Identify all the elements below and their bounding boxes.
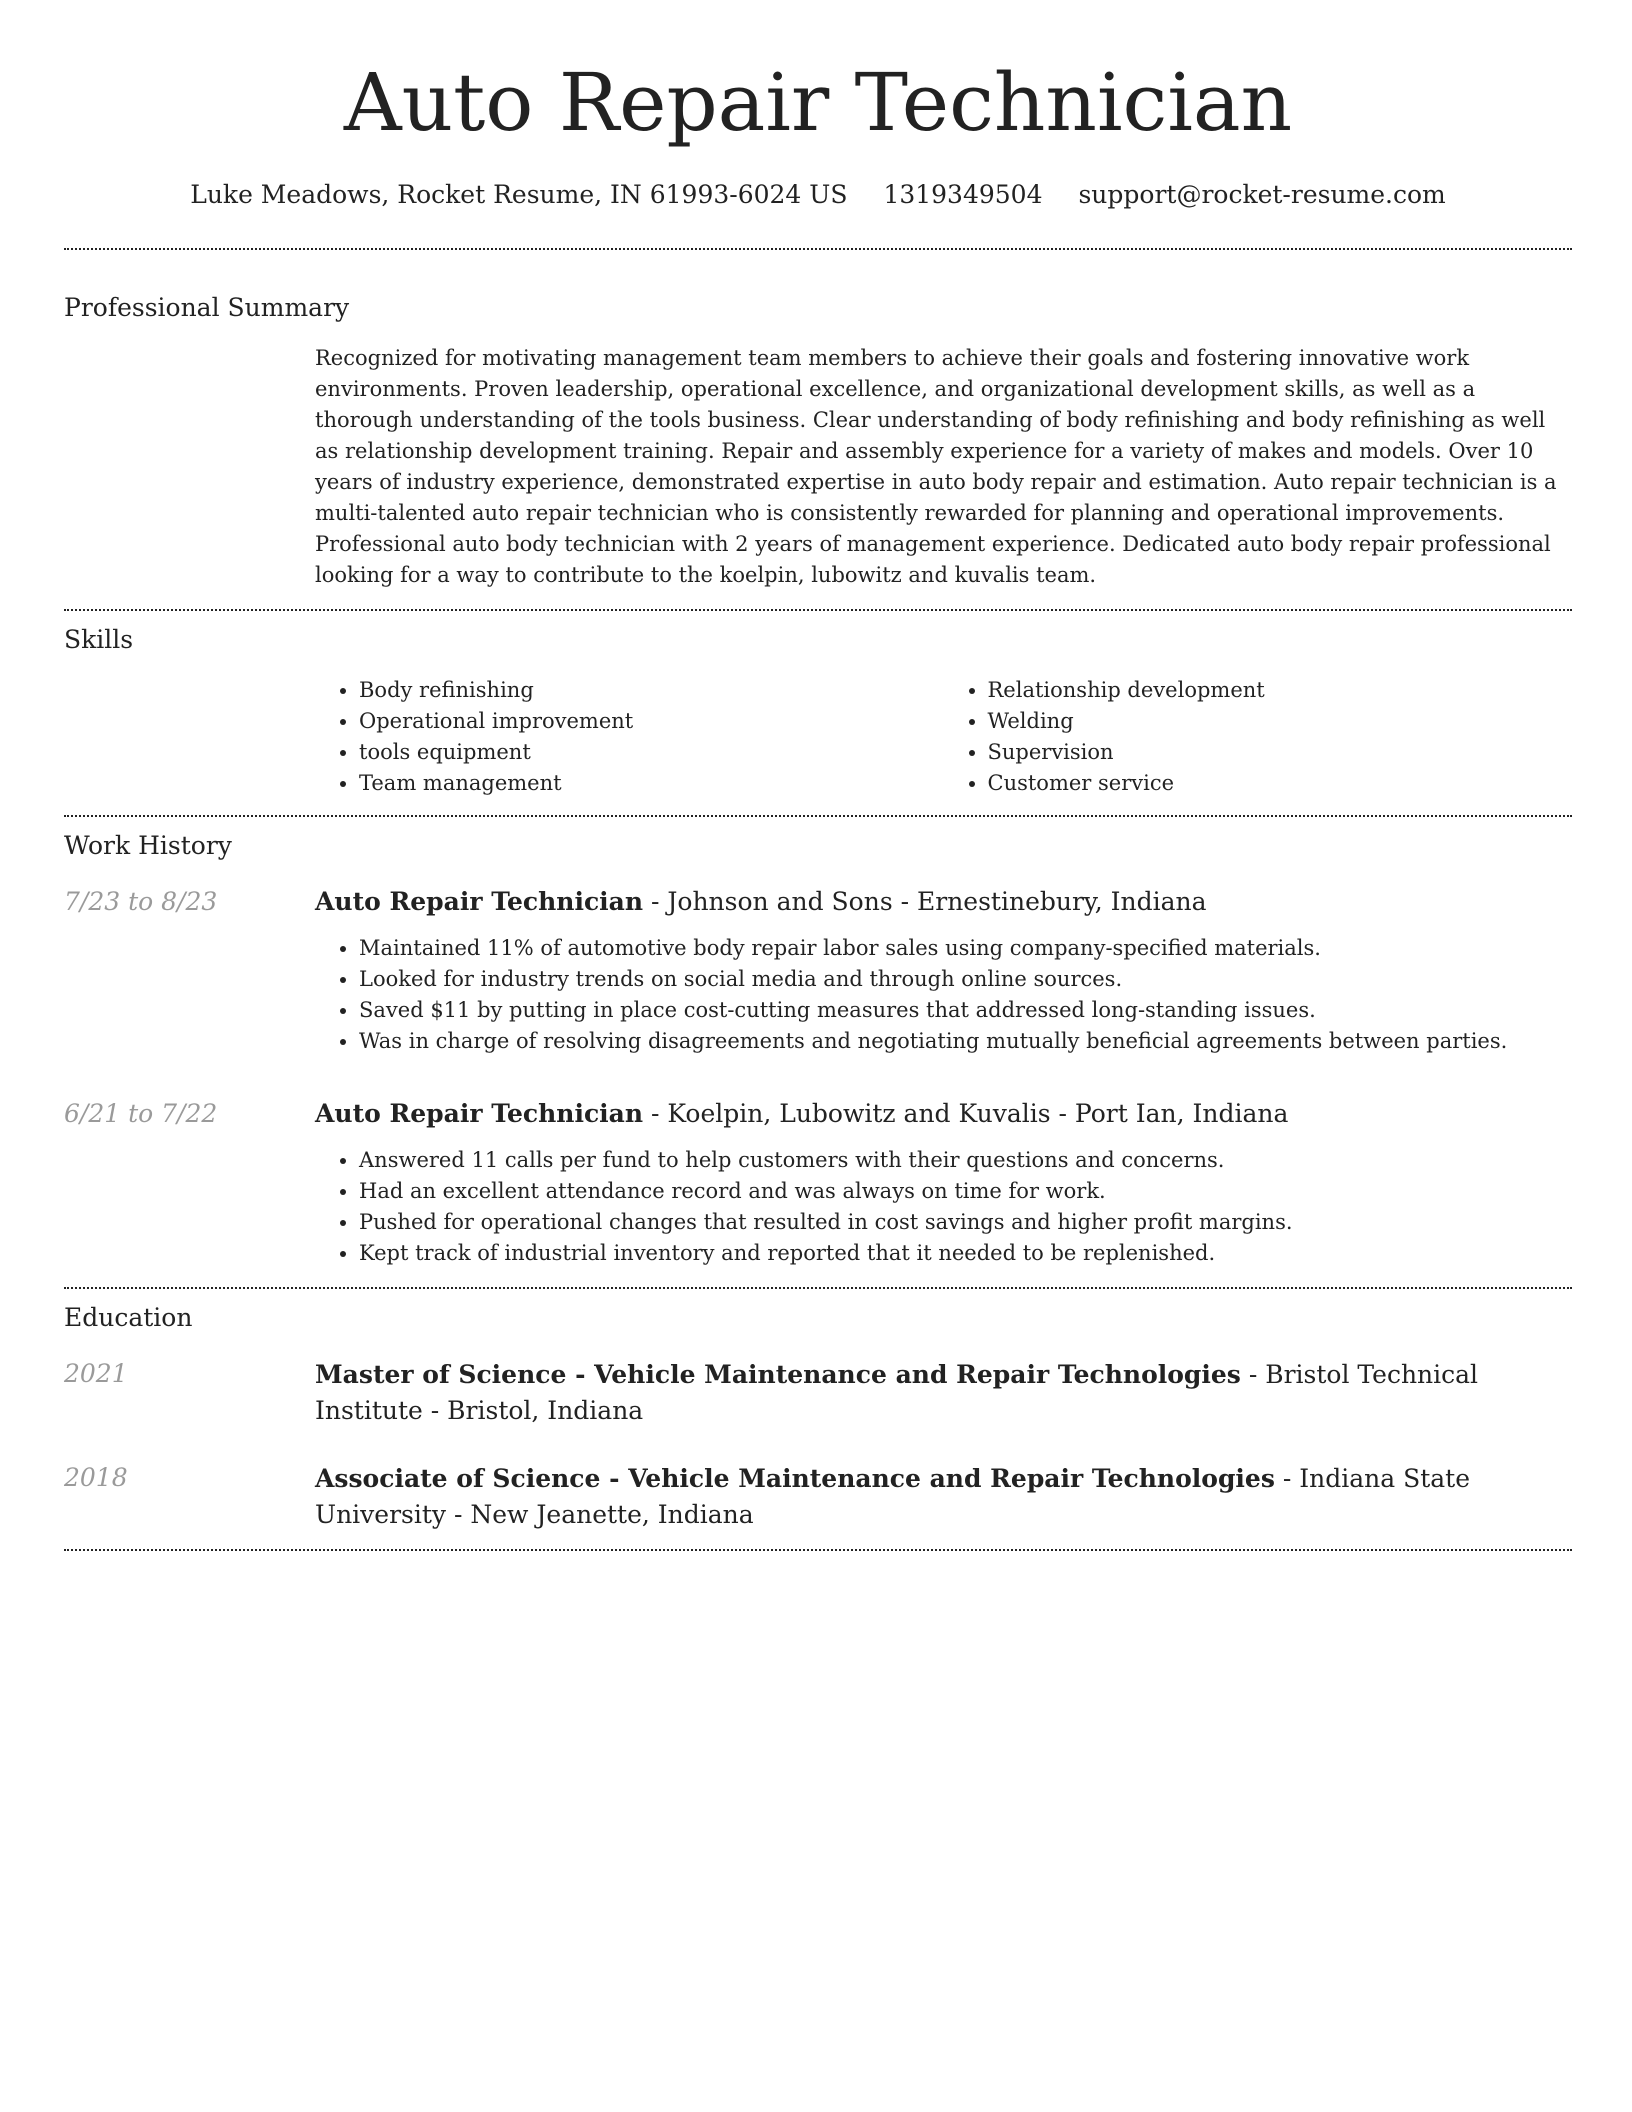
education-entry <box>64 1357 1572 1429</box>
job-dates: 7/23 to 8/23 <box>64 887 218 916</box>
divider <box>64 609 1572 611</box>
job-entry <box>64 885 1572 1057</box>
resume-page <box>64 0 1572 1551</box>
resume-name: Auto Repair Technician <box>343 56 1293 149</box>
summary-text: Recognized for motivating management team members to achieve their goals and fostering innovative work environments. Proven leadership, operational excellence, and organizational development skills, as well as a thorough understanding of the tools business. Clear understanding of body refinishing and body refinishing as well as relationship development training. Repair and assembly experience for a variety of makes and models. Over 10 years of industry experience, demonstrated expertise in auto body repair and estimation. Auto repair technician is a multi-talented auto repair technician who is consistently rewarded for planning and operational improvements. Professional auto body technician with 2 years of management experience. Dedicated auto body repair professional looking for a way to contribute to the koelpin, lubowitz and kuvalis team. <box>315 346 1557 587</box>
job-bullet: • Had an excellent attendance record and was always on time for work. <box>359 1176 1572 1207</box>
job-bullet: • Saved $11 by putting in place cost-cutting measures that addressed long-standing issues. <box>359 995 1572 1026</box>
skill-item: • Relationship development <box>988 675 1573 706</box>
skills-section <box>64 623 1572 799</box>
work-history-section <box>64 829 1572 1269</box>
skills-list-left <box>315 675 944 799</box>
education-degree: Associate of Science - Vehicle Maintenance and Repair Technologies <box>315 1464 1275 1493</box>
job-bullet: • Kept track of industrial inventory and reported that it needed to be replenished. <box>359 1238 1572 1269</box>
skill-item: • Operational improvement <box>359 706 944 737</box>
job-title <box>315 1097 1572 1131</box>
job-bullet: • Maintained 11% of automotive body repair labor sales using company-specified materials. <box>359 933 1572 964</box>
education-school: - Bristol Technical Institute - Bristol, Indiana <box>315 1360 1479 1425</box>
divider <box>64 1549 1572 1551</box>
job-bullets <box>315 933 1572 1057</box>
divider <box>64 815 1572 817</box>
education-degree: Master of Science - Vehicle Maintenance and Repair Technologies <box>315 1360 1241 1389</box>
education-year: 2018 <box>64 1463 128 1492</box>
divider <box>64 248 1572 250</box>
contact-address: Luke Meadows, Rocket Resume, IN 61993-6024 US <box>190 180 848 209</box>
job-employer: - Koelpin, Lubowitz and Kuvalis - Port Ian, Indiana <box>643 1099 1289 1128</box>
contact-line <box>64 178 1572 212</box>
education-heading: Education <box>64 1303 193 1332</box>
job-bullet: • Pushed for operational changes that resulted in cost savings and higher profit margins. <box>359 1207 1572 1238</box>
skill-item: • Body refinishing <box>359 675 944 706</box>
education-year: 2021 <box>64 1359 128 1388</box>
education-title <box>315 1461 1572 1533</box>
job-role: Auto Repair Technician <box>315 1099 644 1128</box>
job-bullet: • Was in charge of resolving disagreements and negotiating mutually beneficial agreements between parties. <box>359 1026 1572 1057</box>
skill-item: • Customer service <box>988 768 1573 799</box>
education-section <box>64 1301 1572 1533</box>
skills-list-right <box>944 675 1573 799</box>
contact-email: support@rocket-resume.com <box>1078 180 1446 209</box>
skill-item: • Welding <box>988 706 1573 737</box>
skill-item: • tools equipment <box>359 737 944 768</box>
job-bullets <box>315 1145 1572 1269</box>
summary-heading: Professional Summary <box>64 293 350 322</box>
skill-item: • Team management <box>359 768 944 799</box>
skills-heading: Skills <box>64 625 134 654</box>
education-school: - Indiana State University - New Jeanette, Indiana <box>315 1464 1470 1529</box>
summary-section <box>64 291 1572 591</box>
job-employer: - Johnson and Sons - Ernestinebury, Indiana <box>643 887 1207 916</box>
job-entry <box>64 1097 1572 1269</box>
skill-item: • Supervision <box>988 737 1573 768</box>
job-role: Auto Repair Technician <box>315 887 644 916</box>
divider <box>64 1287 1572 1289</box>
work-history-heading: Work History <box>64 831 232 860</box>
job-bullet: • Answered 11 calls per fund to help customers with their questions and concerns. <box>359 1145 1572 1176</box>
job-dates: 6/21 to 7/22 <box>64 1099 218 1128</box>
job-bullet: • Looked for industry trends on social media and through online sources. <box>359 964 1572 995</box>
education-title <box>315 1357 1572 1429</box>
contact-phone: 1319349504 <box>883 180 1043 209</box>
education-entry <box>64 1461 1572 1533</box>
job-title <box>315 885 1572 919</box>
